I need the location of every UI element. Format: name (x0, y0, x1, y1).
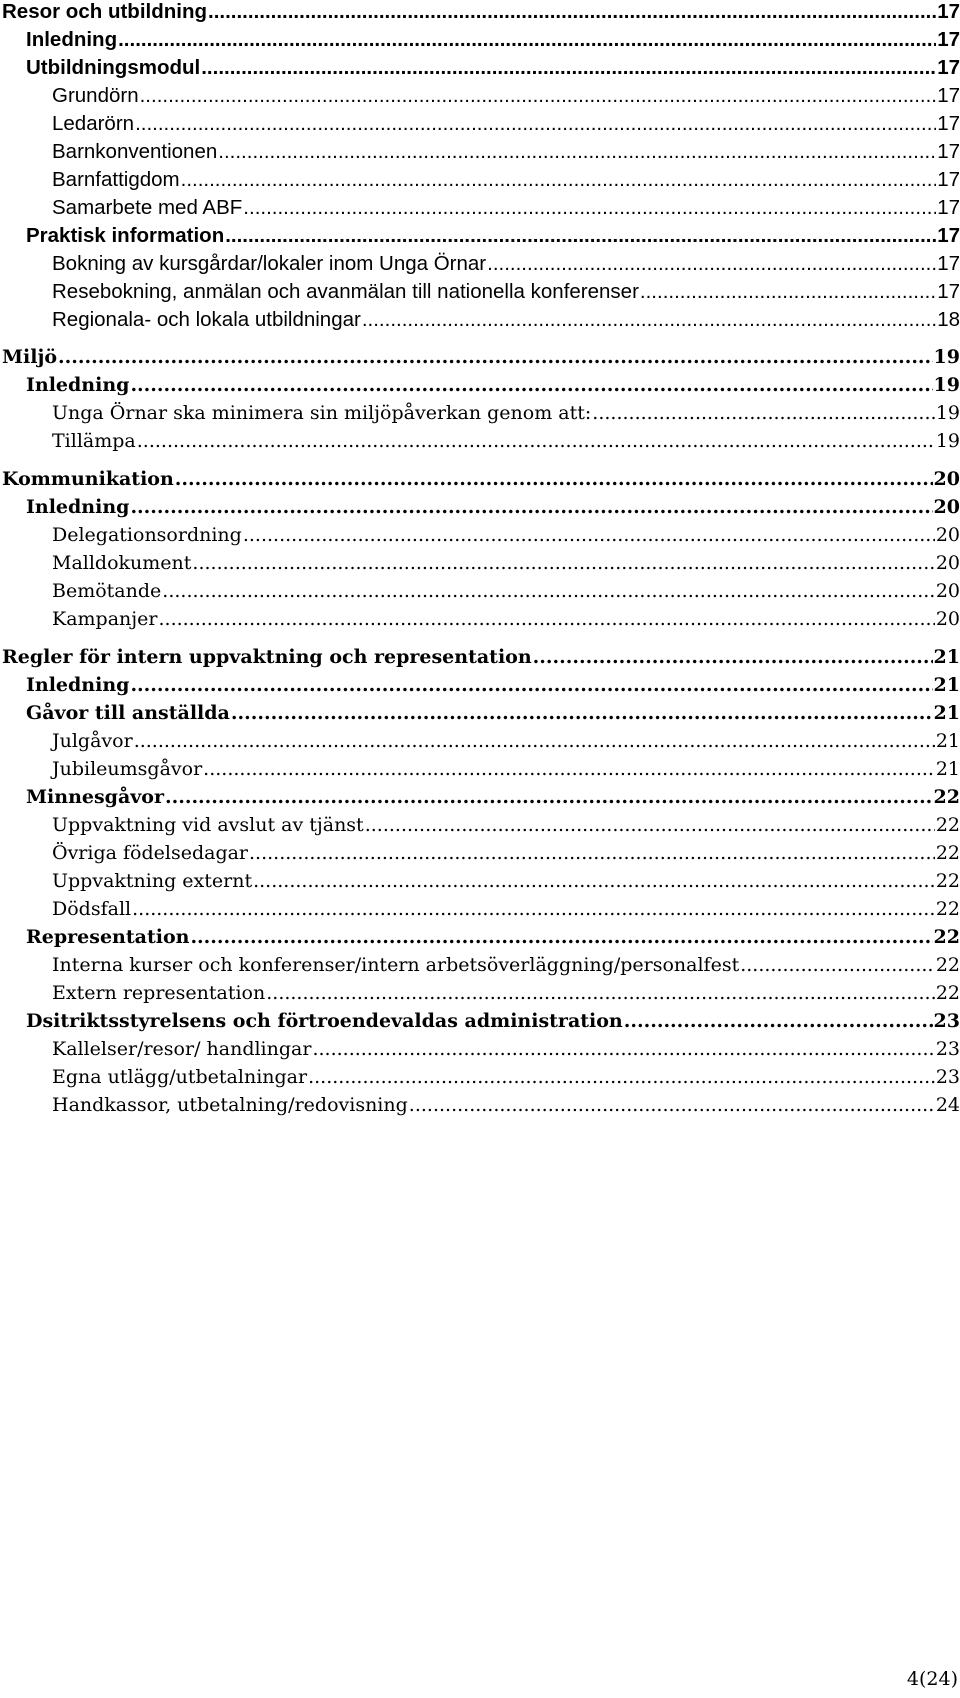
toc-entry-page: 22 (935, 870, 960, 892)
toc-entry-page: 17 (937, 224, 960, 247)
toc-entry[interactable] (0, 1010, 960, 1032)
toc-entry-page: 22 (933, 926, 960, 948)
toc-entry-label: Utbildningsmodul (26, 56, 201, 79)
toc-entry-page: 20 (933, 496, 960, 518)
toc-entry[interactable] (0, 1066, 960, 1088)
toc-entry[interactable] (0, 758, 960, 780)
toc-entry[interactable] (0, 280, 960, 304)
toc-entry[interactable] (0, 870, 960, 892)
toc-entry-label: Malldokument (52, 552, 192, 574)
toc-entry-label: Grundörn (52, 84, 139, 107)
dot-leader (130, 496, 932, 518)
toc-entry[interactable] (0, 730, 960, 752)
dot-leader (592, 402, 935, 424)
toc-entry[interactable] (0, 1094, 960, 1116)
toc-entry[interactable] (0, 402, 960, 424)
dot-leader (533, 646, 933, 668)
toc-entry-label: Regionala- och lokala utbildningar (52, 308, 361, 331)
dot-leader (362, 308, 936, 332)
toc-entry-page: 19 (935, 430, 960, 452)
toc-entry-label: Inledning (26, 496, 130, 518)
toc-entry[interactable] (0, 112, 960, 136)
toc-entry-page: 18 (937, 308, 960, 331)
toc-entry-page: 17 (937, 84, 960, 107)
toc-entry[interactable] (0, 982, 960, 1004)
toc-entry-label: Delegationsordning (52, 524, 242, 546)
toc-entry-page: 22 (935, 954, 960, 976)
dot-leader (130, 374, 932, 396)
toc-entry-label: Unga Örnar ska minimera sin miljöpåverkan genom att: (52, 402, 592, 424)
toc-entry-label: Inledning (26, 674, 130, 696)
toc-entry-page: 21 (933, 646, 960, 668)
toc-entry-page: 19 (933, 374, 960, 396)
toc-entry-page: 17 (937, 168, 960, 191)
dot-leader (253, 870, 935, 892)
toc-entry-page: 21 (935, 730, 960, 752)
toc-entry-label: Kallelser/resor/ handlingar (52, 1038, 312, 1060)
dot-leader (740, 954, 935, 976)
toc-entry-label: Kampanjer (52, 608, 158, 630)
toc-entry-label: Barnkonventionen (52, 140, 218, 163)
dot-leader (624, 1010, 933, 1032)
toc-entry-page: 17 (937, 252, 960, 275)
toc-entry-label: Inledning (26, 28, 118, 51)
dot-leader (266, 982, 935, 1004)
page-indicator: 4(24) (906, 1668, 958, 1690)
dot-leader (365, 814, 935, 836)
toc-entry-label: Handkassor, utbetalning/redovisning (52, 1094, 408, 1116)
toc-entry-page: 22 (935, 898, 960, 920)
toc-entry-page: 17 (937, 28, 960, 51)
toc-entry[interactable] (0, 524, 960, 546)
toc-entry-page: 17 (937, 112, 960, 135)
toc-entry-page: 21 (935, 758, 960, 780)
dot-leader (192, 552, 934, 574)
toc-entry-label: Regler för intern uppvaktning och representation (2, 646, 532, 668)
dot-leader (130, 674, 932, 696)
toc-entry[interactable] (0, 28, 960, 52)
toc-entry[interactable] (0, 0, 960, 24)
dot-leader (135, 112, 936, 136)
toc-entry-label: Egna utlägg/utbetalningar (52, 1066, 308, 1088)
toc-entry[interactable] (0, 786, 960, 808)
toc-entry[interactable] (0, 552, 960, 574)
toc-entry-label: Jubileumsgåvor (52, 758, 203, 780)
toc-entry-label: Praktisk information (26, 224, 225, 247)
dot-leader (165, 786, 933, 808)
toc-entry-page: 17 (937, 0, 960, 23)
toc-entry-page: 17 (937, 140, 960, 163)
toc-entry-page: 20 (935, 580, 960, 602)
toc-entry-label: Interna kurser och konferenser/intern arbetsöverläggning/personalfest (52, 954, 740, 976)
toc-entry-label: Kommunikation (2, 468, 174, 490)
toc-entry[interactable] (0, 308, 960, 332)
toc-entry-page: 20 (935, 608, 960, 630)
toc-entry-page: 24 (935, 1094, 960, 1116)
toc-entry-page: 17 (937, 56, 960, 79)
dot-leader (409, 1094, 935, 1116)
toc-entry-label: Resebokning, anmälan och avanmälan till nationella konferenser (52, 280, 639, 303)
dot-leader (190, 926, 932, 948)
toc-entry-label: Julgåvor (52, 730, 133, 752)
toc-entry[interactable] (0, 468, 960, 490)
toc-entry-label: Dödsfall (52, 898, 132, 920)
toc-entry[interactable] (0, 646, 960, 668)
dot-leader (218, 140, 936, 164)
dot-leader (203, 758, 935, 780)
dot-leader (249, 842, 935, 864)
dot-leader (243, 196, 936, 220)
toc-entry-page: 20 (935, 524, 960, 546)
dot-leader (487, 252, 936, 276)
toc-entry[interactable] (0, 140, 960, 164)
toc-entry-page: 19 (933, 346, 960, 368)
toc-entry[interactable] (0, 84, 960, 108)
dot-leader (181, 168, 937, 192)
toc-entry-label: Övriga födelsedagar (52, 842, 249, 864)
toc-entry[interactable] (0, 252, 960, 276)
dot-leader (158, 608, 934, 630)
dot-leader (640, 280, 936, 304)
toc-entry[interactable] (0, 224, 960, 248)
toc-entry[interactable] (0, 168, 960, 192)
toc-entry-page: 23 (935, 1066, 960, 1088)
toc-entry-page: 22 (935, 814, 960, 836)
toc-entry-page: 23 (933, 1010, 960, 1032)
toc-entry[interactable] (0, 608, 960, 630)
toc-entry-page: 17 (937, 280, 960, 303)
toc-entry[interactable] (0, 496, 960, 518)
toc-entry-label: Samarbete med ABF (52, 196, 243, 219)
dot-leader (243, 524, 935, 546)
toc-entry[interactable] (0, 1038, 960, 1060)
toc-entry-label: Dsitriktsstyrelsens och förtroendevaldas administration (26, 1010, 623, 1032)
toc-entry[interactable] (0, 346, 960, 368)
toc-entry[interactable] (0, 898, 960, 920)
dot-leader (208, 0, 936, 24)
toc-entry-page: 19 (935, 402, 960, 424)
toc-entry-label: Inledning (26, 374, 130, 396)
dot-leader (58, 346, 933, 368)
toc-entry-label: Miljö (2, 346, 58, 368)
toc-entry[interactable] (0, 674, 960, 696)
toc-entry-page: 17 (937, 196, 960, 219)
toc-entry-label: Resor och utbildning (2, 0, 207, 23)
toc-entry-label: Bokning av kursgårdar/lokaler inom Unga Örnar (52, 252, 487, 275)
dot-leader (231, 702, 933, 724)
toc-entry-page: 22 (933, 786, 960, 808)
dot-leader (140, 84, 937, 108)
toc-entry-page: 23 (935, 1038, 960, 1060)
toc-entry-page: 20 (935, 552, 960, 574)
toc-entry-page: 21 (933, 702, 960, 724)
toc-entry-label: Gåvor till anställda (26, 702, 230, 724)
dot-leader (118, 28, 936, 52)
toc-entry[interactable] (0, 580, 960, 602)
dot-leader (134, 730, 935, 752)
toc-entry-label: Extern representation (52, 982, 266, 1004)
toc-entry[interactable] (0, 926, 960, 948)
dot-leader (175, 468, 933, 490)
toc-entry-label: Uppvaktning externt (52, 870, 253, 892)
toc-entry[interactable] (0, 842, 960, 864)
toc-entry[interactable] (0, 56, 960, 80)
toc-entry[interactable] (0, 196, 960, 220)
toc-entry[interactable] (0, 430, 960, 452)
toc-entry[interactable] (0, 374, 960, 396)
dot-leader (162, 580, 935, 602)
toc-entry-label: Representation (26, 926, 190, 948)
toc-entry-label: Ledarörn (52, 112, 135, 135)
toc-entry-page: 21 (933, 674, 960, 696)
toc-entry-page: 20 (933, 468, 960, 490)
dot-leader (137, 430, 935, 452)
dot-leader (201, 56, 936, 80)
toc-entry[interactable] (0, 814, 960, 836)
toc-entry-label: Uppvaktning vid avslut av tjänst (52, 814, 364, 836)
toc-entry-label: Bemötande (52, 580, 162, 602)
toc-entry-label: Tillämpa (52, 430, 136, 452)
dot-leader (225, 224, 936, 248)
toc-entry[interactable] (0, 954, 960, 976)
toc-entry-page: 22 (935, 982, 960, 1004)
toc-entry-label: Barnfattigdom (52, 168, 180, 191)
toc-entry-label: Minnesgåvor (26, 786, 164, 808)
toc-entry-page: 22 (935, 842, 960, 864)
dot-leader (308, 1066, 935, 1088)
dot-leader (132, 898, 935, 920)
toc-entry[interactable] (0, 702, 960, 724)
dot-leader (312, 1038, 934, 1060)
